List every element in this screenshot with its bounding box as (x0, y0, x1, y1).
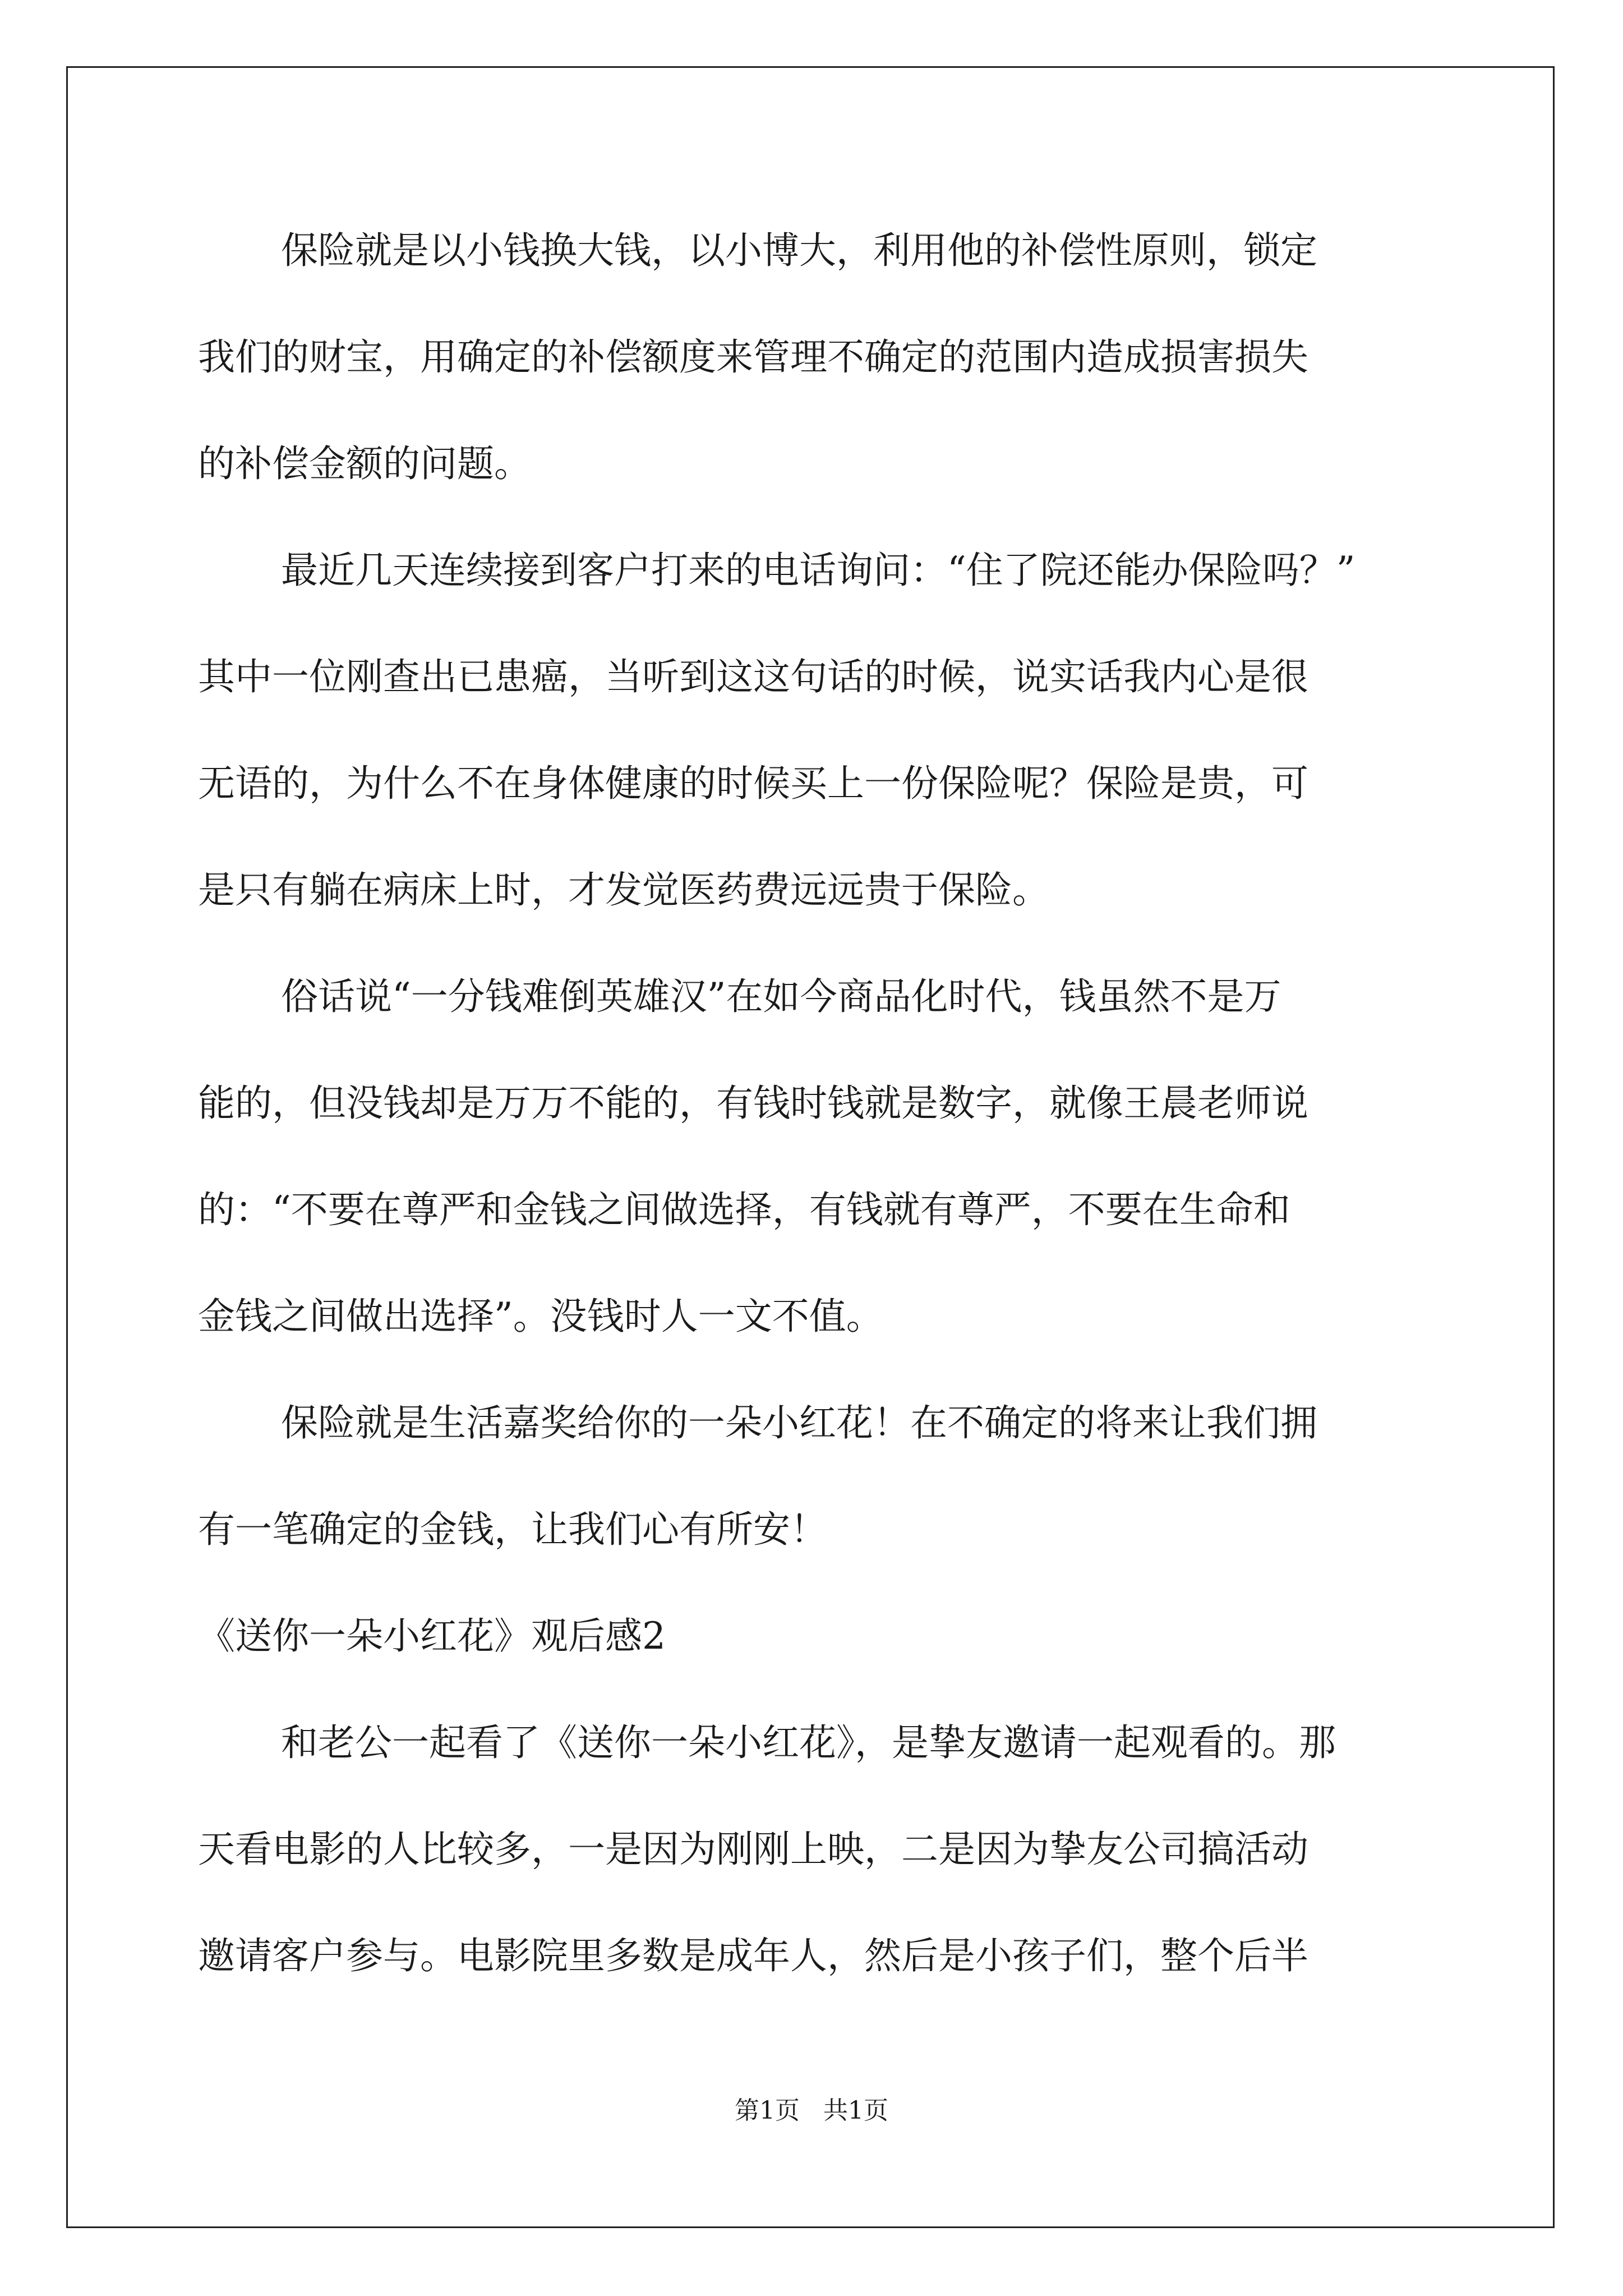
page-footer: 第1页 共1页 (735, 2096, 888, 2125)
paragraph-3-line-1: 俗话说“一分钱难倒英雄汉”在如今商品化时代，钱虽然不是万 (281, 975, 1281, 1018)
paragraph-4-line-1: 保险就是生活嘉奖给你的一朵小红花！在不确定的将来让我们拥 (281, 1401, 1317, 1444)
paragraph-5-line-3: 邀请客户参与。电影院里多数是成年人，然后是小孩子们，整个后半 (198, 1934, 1308, 1977)
paragraph-2-line-1: 最近几天连续接到客户打来的电话询问：“住了院还能办保险吗？” (281, 549, 1355, 592)
paragraph-4-line-2: 有一笔确定的金钱，让我们心有所安！ (198, 1508, 827, 1551)
paragraph-1-line-1: 保险就是以小钱换大钱，以小博大，利用他的补偿性原则，锁定 (281, 229, 1317, 272)
paragraph-3-line-3: 的：“不要在尊严和金钱之间做选择，有钱就有尊严，不要在生命和 (198, 1188, 1290, 1231)
paragraph-2-line-4: 是只有躺在病床上时，才发觉医药费远远贵于保险。 (198, 868, 1049, 912)
paragraph-2-line-2: 其中一位刚查出已患癌，当听到这这句话的时候，说实话我内心是很 (198, 655, 1308, 698)
page-border (66, 66, 1555, 2228)
paragraph-5-line-1: 和老公一起看了《送你一朵小红花》，是挚友邀请一起观看的。那 (281, 1721, 1336, 1764)
paragraph-2-line-3: 无语的，为什么不在身体健康的时候买上一份保险呢？保险是贵，可 (198, 762, 1308, 805)
paragraph-5-line-2: 天看电影的人比较多，一是因为刚刚上映，二是因为挚友公司搞活动 (198, 1828, 1308, 1871)
section-heading: 《送你一朵小红花》观后感2 (198, 1614, 666, 1658)
paragraph-1-line-3: 的补偿金额的问题。 (198, 442, 531, 485)
paragraph-3-line-4: 金钱之间做出选择”。没钱时人一文不值。 (198, 1295, 883, 1338)
paragraph-3-line-2: 能的，但没钱却是万万不能的，有钱时钱就是数字，就像王晨老师说 (198, 1082, 1308, 1125)
paragraph-1-line-2: 我们的财宝，用确定的补偿额度来管理不确定的范围内造成损害损失 (198, 335, 1308, 379)
